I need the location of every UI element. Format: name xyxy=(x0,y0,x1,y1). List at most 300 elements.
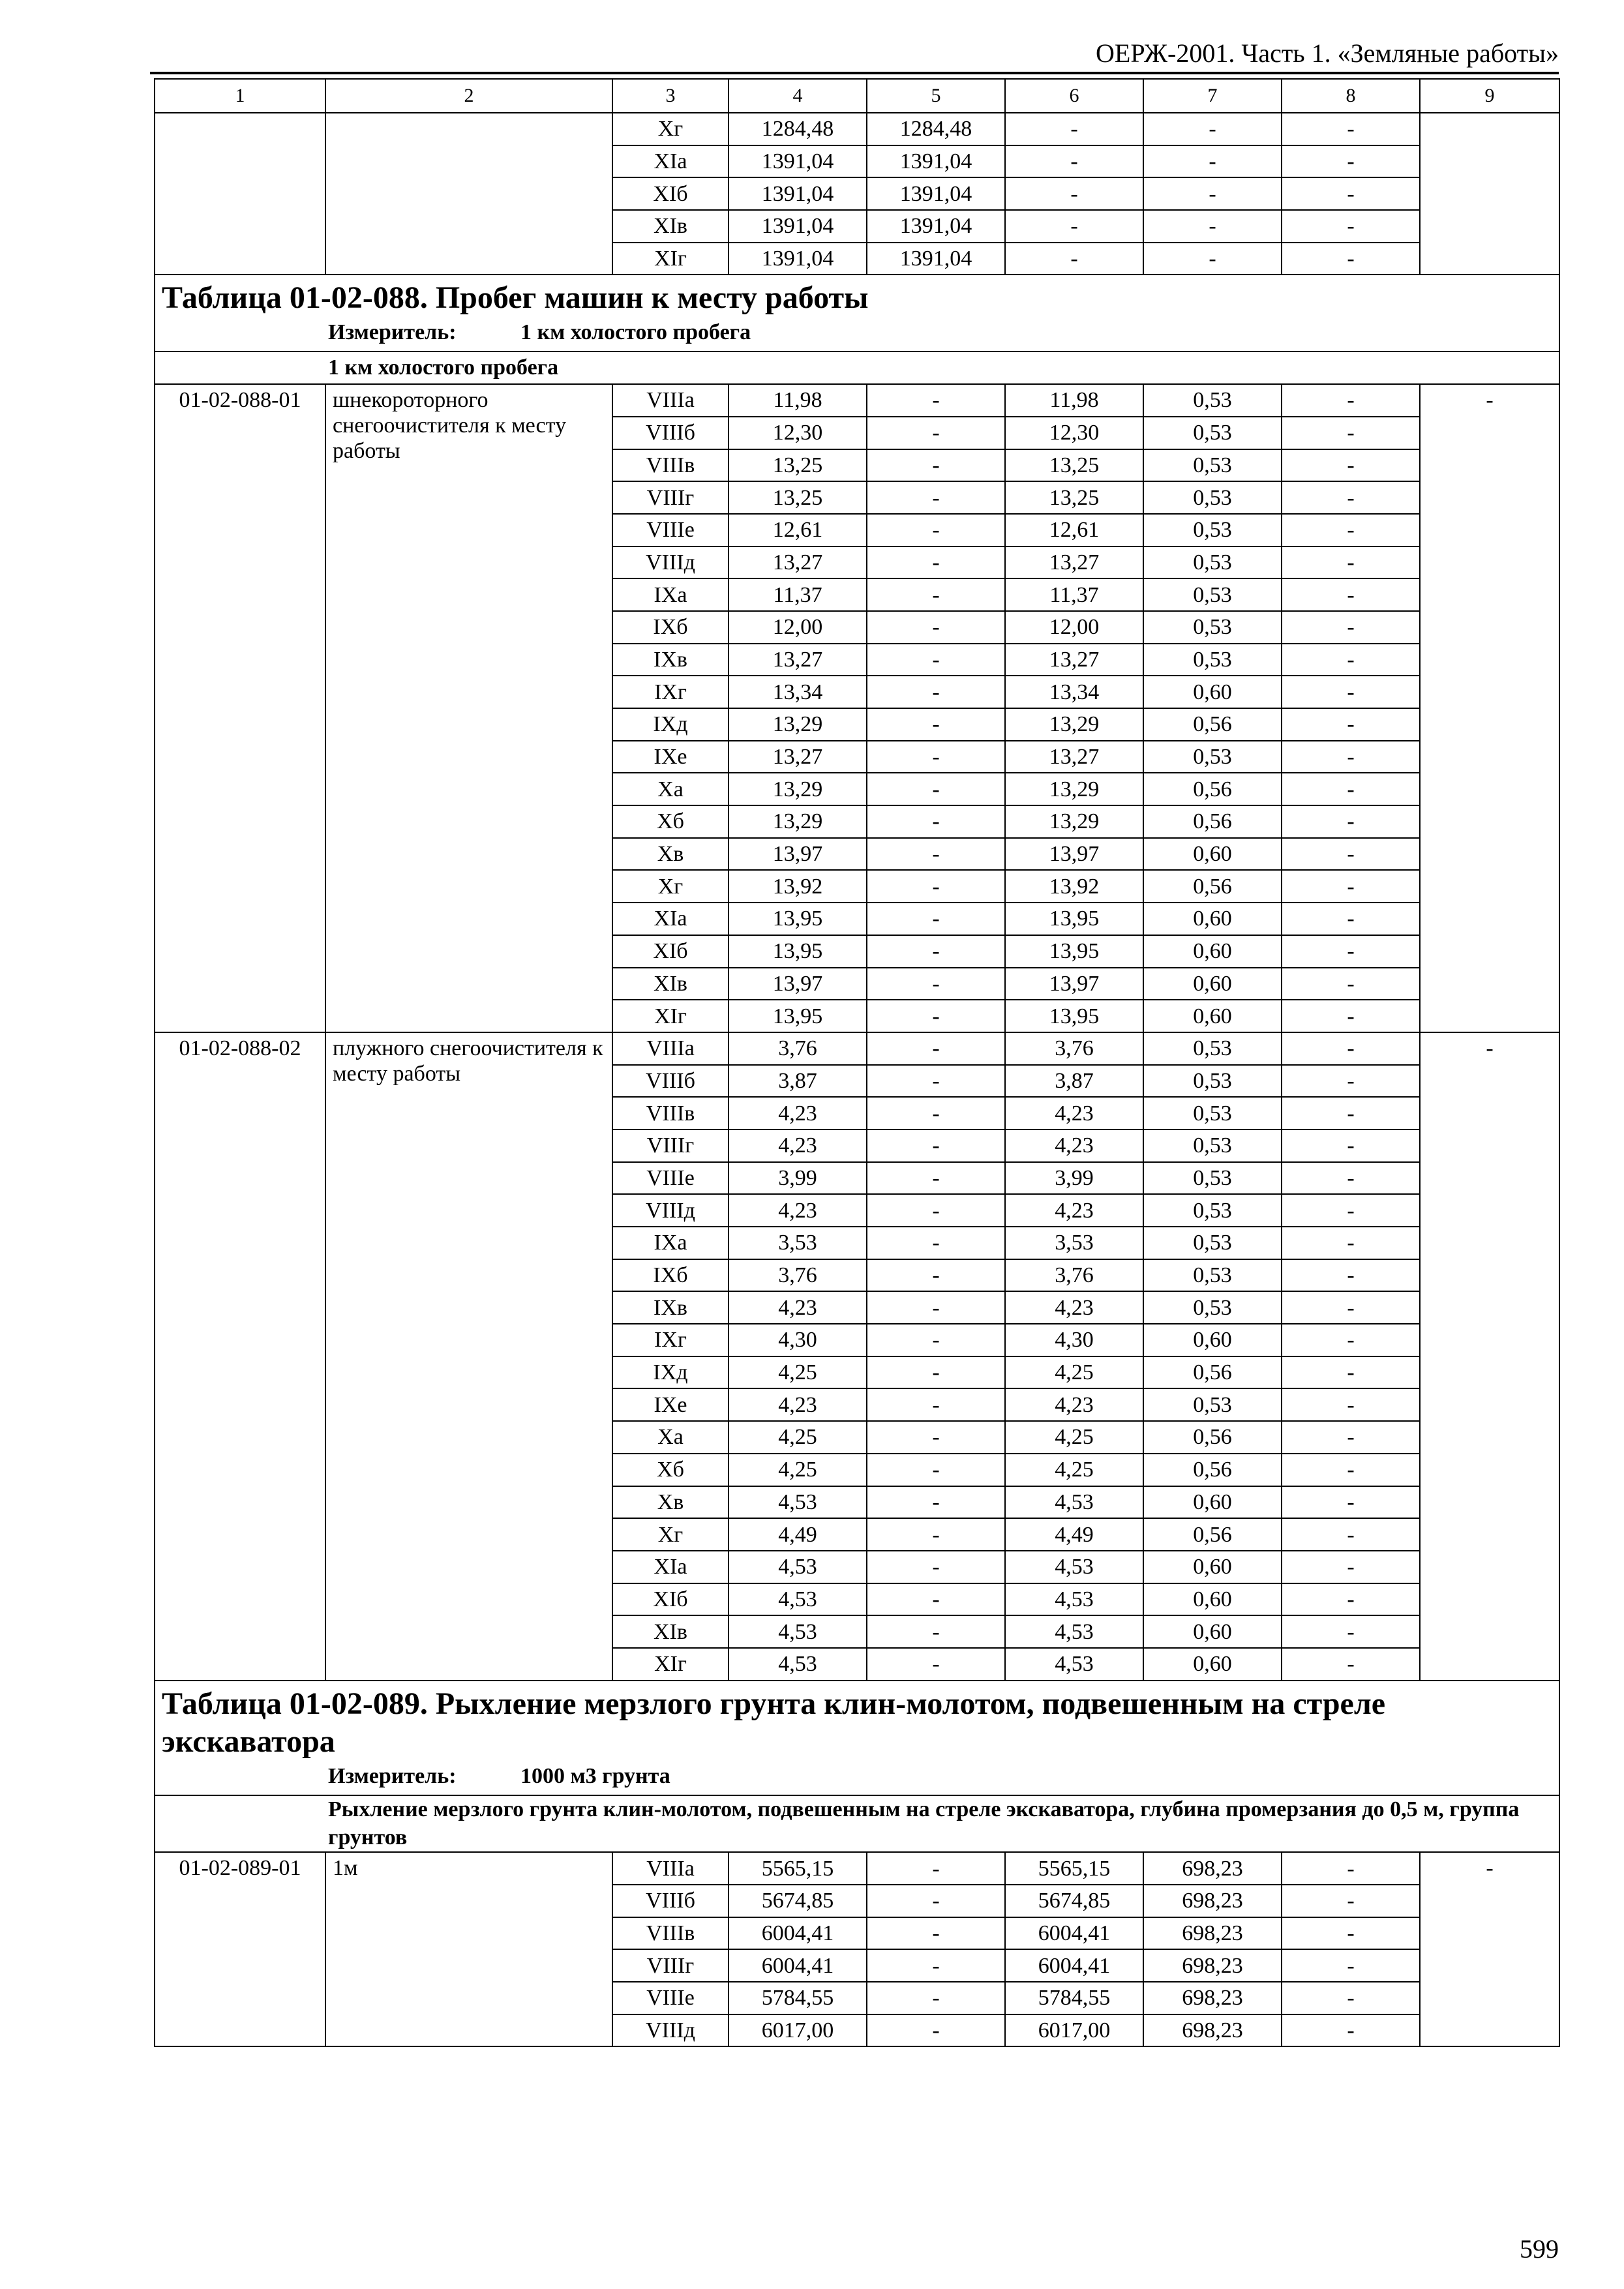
value-cell: - xyxy=(867,481,1005,514)
value-cell: 4,49 xyxy=(729,1518,867,1551)
value-cell: 1391,04 xyxy=(729,145,867,178)
value-cell: 4,30 xyxy=(729,1324,867,1356)
value-cell: - xyxy=(867,741,1005,773)
value-cell: - xyxy=(867,514,1005,546)
value-cell: 4,25 xyxy=(1005,1356,1143,1389)
value-cell: 11,98 xyxy=(729,384,867,417)
col9-cell: - xyxy=(1420,1032,1559,1681)
group-cell: XIв xyxy=(612,210,729,243)
value-cell: - xyxy=(1143,243,1282,275)
value-cell: - xyxy=(867,1486,1005,1519)
value-cell: 13,95 xyxy=(1005,935,1143,968)
group-cell: Xг xyxy=(612,870,729,903)
value-cell: - xyxy=(1143,145,1282,178)
value-cell: - xyxy=(1282,2014,1420,2047)
value-cell: - xyxy=(1282,611,1420,644)
value-cell: - xyxy=(1282,113,1420,145)
value-cell: 0,53 xyxy=(1143,611,1282,644)
value-cell: - xyxy=(867,1885,1005,1917)
group-cell: VIIIв xyxy=(612,1917,729,1950)
measure-value: 1 км холостого пробега xyxy=(520,320,751,344)
value-cell: 4,23 xyxy=(1005,1388,1143,1421)
value-cell: 6004,41 xyxy=(729,1949,867,1982)
value-cell: - xyxy=(867,449,1005,482)
table-title-cell xyxy=(155,275,1559,352)
value-cell: 6017,00 xyxy=(1005,2014,1143,2047)
value-cell: 13,27 xyxy=(1005,741,1143,773)
value-cell: - xyxy=(1282,1917,1420,1950)
value-cell: - xyxy=(867,578,1005,611)
code-cell: 01-02-088-01 xyxy=(155,384,325,1032)
value-cell: 4,53 xyxy=(729,1583,867,1616)
value-cell: 13,34 xyxy=(1005,676,1143,708)
value-cell: - xyxy=(867,1065,1005,1098)
group-cell: VIIIб xyxy=(612,1065,729,1098)
value-cell: 698,23 xyxy=(1143,1852,1282,1885)
table-row xyxy=(155,113,1559,145)
value-cell: 13,27 xyxy=(729,741,867,773)
value-cell: - xyxy=(867,1130,1005,1162)
value-cell: - xyxy=(867,1227,1005,1259)
value-cell: - xyxy=(1282,243,1420,275)
value-cell: 0,53 xyxy=(1143,546,1282,579)
value-cell: - xyxy=(867,1000,1005,1032)
group-cell: Xв xyxy=(612,1486,729,1519)
value-cell: 4,25 xyxy=(1005,1421,1143,1454)
value-cell: 0,60 xyxy=(1143,838,1282,871)
group-cell: VIIIв xyxy=(612,1097,729,1130)
value-cell: - xyxy=(1282,1388,1420,1421)
value-cell: - xyxy=(1282,1065,1420,1098)
value-cell: - xyxy=(867,1852,1005,1885)
measure-label: Измеритель: xyxy=(328,1763,457,1788)
value-cell: - xyxy=(1282,1162,1420,1195)
value-cell: - xyxy=(867,384,1005,417)
column-number: 8 xyxy=(1282,79,1420,113)
value-cell: 13,97 xyxy=(729,968,867,1000)
value-cell: - xyxy=(1282,1982,1420,2014)
value-cell: - xyxy=(1282,417,1420,449)
group-cell: IXд xyxy=(612,708,729,741)
value-cell: - xyxy=(1143,210,1282,243)
value-cell: - xyxy=(867,417,1005,449)
value-cell: - xyxy=(1282,1000,1420,1032)
column-number: 2 xyxy=(325,79,612,113)
value-cell: 3,76 xyxy=(1005,1032,1143,1065)
value-cell: 0,53 xyxy=(1143,1388,1282,1421)
value-cell: 12,61 xyxy=(729,514,867,546)
value-cell: 4,53 xyxy=(1005,1551,1143,1583)
value-cell: - xyxy=(1005,145,1143,178)
group-cell: VIIIа xyxy=(612,1852,729,1885)
value-cell: - xyxy=(867,1291,1005,1324)
subheader-cell: 1 км холостого пробега xyxy=(155,352,1559,384)
value-cell: 12,00 xyxy=(729,611,867,644)
description-cell xyxy=(325,113,612,275)
value-cell: 13,27 xyxy=(729,546,867,579)
group-cell: VIIIг xyxy=(612,1130,729,1162)
value-cell: 11,37 xyxy=(1005,578,1143,611)
column-number: 4 xyxy=(729,79,867,113)
value-cell: 5565,15 xyxy=(729,1852,867,1885)
value-cell: - xyxy=(867,1194,1005,1227)
col9-cell xyxy=(1420,113,1559,275)
value-cell: 0,53 xyxy=(1143,514,1282,546)
value-cell: 0,60 xyxy=(1143,1551,1282,1583)
group-cell: VIIIг xyxy=(612,1949,729,1982)
value-cell: 698,23 xyxy=(1143,1885,1282,1917)
value-cell: 3,87 xyxy=(1005,1065,1143,1098)
value-cell: - xyxy=(1282,1259,1420,1292)
value-cell: 1391,04 xyxy=(867,145,1005,178)
value-cell: - xyxy=(867,676,1005,708)
group-cell: Xв xyxy=(612,838,729,871)
value-cell: - xyxy=(1282,935,1420,968)
value-cell: 4,25 xyxy=(729,1356,867,1389)
value-cell: - xyxy=(867,838,1005,871)
group-cell: IXг xyxy=(612,1324,729,1356)
group-cell: XIа xyxy=(612,903,729,935)
value-cell: 0,53 xyxy=(1143,1291,1282,1324)
group-cell: IXе xyxy=(612,741,729,773)
group-cell: XIг xyxy=(612,243,729,275)
value-cell: - xyxy=(1282,210,1420,243)
code-cell: 01-02-088-02 xyxy=(155,1032,325,1681)
value-cell: - xyxy=(1282,1032,1420,1065)
value-cell: 13,27 xyxy=(1005,546,1143,579)
value-cell: - xyxy=(867,903,1005,935)
value-cell: - xyxy=(867,644,1005,676)
group-cell: VIIIа xyxy=(612,1032,729,1065)
value-cell: 4,53 xyxy=(1005,1648,1143,1681)
value-cell: - xyxy=(1005,113,1143,145)
value-cell: 3,76 xyxy=(1005,1259,1143,1292)
value-cell: 1391,04 xyxy=(867,243,1005,275)
group-cell: VIIIе xyxy=(612,1162,729,1195)
value-cell: - xyxy=(867,1917,1005,1950)
value-cell: - xyxy=(867,611,1005,644)
value-cell: 13,97 xyxy=(1005,838,1143,871)
table-title: Таблица 01-02-089. Рыхление мерзлого грунта клин-молотом, подвешенным на стреле экскаватора xyxy=(162,1686,1386,1759)
value-cell: - xyxy=(1282,805,1420,838)
group-cell: XIа xyxy=(612,1551,729,1583)
value-cell: 0,53 xyxy=(1143,1194,1282,1227)
value-cell: 698,23 xyxy=(1143,2014,1282,2047)
value-cell: - xyxy=(1282,145,1420,178)
value-cell: 4,23 xyxy=(729,1194,867,1227)
value-cell: - xyxy=(1282,644,1420,676)
value-cell: 0,56 xyxy=(1143,708,1282,741)
value-cell: 1391,04 xyxy=(729,243,867,275)
value-cell: 1391,04 xyxy=(729,210,867,243)
value-cell: 0,60 xyxy=(1143,1615,1282,1648)
value-cell: 13,25 xyxy=(1005,449,1143,482)
value-cell: - xyxy=(1282,1949,1420,1982)
value-cell: 13,29 xyxy=(1005,773,1143,805)
value-cell: - xyxy=(867,1324,1005,1356)
value-cell: 4,23 xyxy=(729,1130,867,1162)
measure-value: 1000 м3 грунта xyxy=(520,1763,670,1788)
value-cell: 13,29 xyxy=(1005,708,1143,741)
group-cell: IXб xyxy=(612,611,729,644)
group-cell: XIб xyxy=(612,177,729,210)
value-cell: - xyxy=(1282,546,1420,579)
value-cell: - xyxy=(867,1982,1005,2014)
value-cell: 4,53 xyxy=(729,1551,867,1583)
value-cell: 13,29 xyxy=(729,708,867,741)
subheader-row xyxy=(155,352,1559,384)
value-cell: - xyxy=(867,1388,1005,1421)
value-cell: 0,56 xyxy=(1143,1518,1282,1551)
value-cell: 3,99 xyxy=(729,1162,867,1195)
group-cell: IXв xyxy=(612,644,729,676)
value-cell: - xyxy=(1282,1852,1420,1885)
table-row xyxy=(155,1852,1559,1885)
value-cell: 4,23 xyxy=(729,1097,867,1130)
value-cell: 0,53 xyxy=(1143,481,1282,514)
group-cell: IXа xyxy=(612,578,729,611)
value-cell: 0,56 xyxy=(1143,1356,1282,1389)
value-cell: 0,53 xyxy=(1143,1259,1282,1292)
value-cell: 0,53 xyxy=(1143,578,1282,611)
subheader-cell: Рыхление мерзлого грунта клин-молотом, подвешенным на стреле экскаватора, глубина промерзания до 0,5 м, группа грунтов xyxy=(155,1795,1559,1852)
value-cell: - xyxy=(1282,708,1420,741)
value-cell: - xyxy=(1282,1227,1420,1259)
description-cell: 1м xyxy=(325,1852,612,2046)
value-cell: 1391,04 xyxy=(729,177,867,210)
value-cell: 4,25 xyxy=(729,1454,867,1486)
group-cell: Xг xyxy=(612,113,729,145)
value-cell: 3,76 xyxy=(729,1032,867,1065)
value-cell: 0,53 xyxy=(1143,1097,1282,1130)
group-cell: VIIIд xyxy=(612,2014,729,2047)
value-cell: 13,95 xyxy=(1005,903,1143,935)
value-cell: - xyxy=(1282,1648,1420,1681)
group-cell: XIб xyxy=(612,935,729,968)
value-cell: 4,49 xyxy=(1005,1518,1143,1551)
page-number: 599 xyxy=(1520,2234,1559,2264)
value-cell: - xyxy=(1282,1454,1420,1486)
value-cell: - xyxy=(1143,113,1282,145)
value-cell: - xyxy=(867,1551,1005,1583)
table-row xyxy=(155,1032,1559,1065)
value-cell: - xyxy=(1005,177,1143,210)
value-cell: - xyxy=(1282,481,1420,514)
value-cell: 0,53 xyxy=(1143,1130,1282,1162)
value-cell: 5565,15 xyxy=(1005,1852,1143,1885)
table-title-row xyxy=(155,275,1559,352)
description-cell: шнекороторного снегоочистителя к месту работы xyxy=(325,384,612,1032)
value-cell: - xyxy=(867,805,1005,838)
value-cell: - xyxy=(1282,1551,1420,1583)
value-cell: 4,53 xyxy=(729,1648,867,1681)
value-cell: 1284,48 xyxy=(729,113,867,145)
value-cell: 1391,04 xyxy=(867,177,1005,210)
value-cell: 5784,55 xyxy=(1005,1982,1143,2014)
value-cell: - xyxy=(867,1454,1005,1486)
value-cell: 0,60 xyxy=(1143,935,1282,968)
value-cell: 0,56 xyxy=(1143,773,1282,805)
value-cell: 6004,41 xyxy=(1005,1949,1143,1982)
value-cell: 0,53 xyxy=(1143,417,1282,449)
value-cell: 13,25 xyxy=(729,449,867,482)
value-cell: 0,53 xyxy=(1143,1065,1282,1098)
value-cell: 3,99 xyxy=(1005,1162,1143,1195)
group-cell: Xа xyxy=(612,1421,729,1454)
group-cell: XIб xyxy=(612,1583,729,1616)
value-cell: - xyxy=(1282,1324,1420,1356)
value-cell: 12,00 xyxy=(1005,611,1143,644)
value-cell: - xyxy=(1282,449,1420,482)
value-cell: 698,23 xyxy=(1143,1949,1282,1982)
value-cell: 0,53 xyxy=(1143,1227,1282,1259)
group-cell: Xг xyxy=(612,1518,729,1551)
value-cell: 0,60 xyxy=(1143,1583,1282,1616)
code-cell xyxy=(155,113,325,275)
value-cell: - xyxy=(867,708,1005,741)
group-cell: XIг xyxy=(612,1648,729,1681)
running-header: ОЕРЖ-2001. Часть 1. «Земляные работы» xyxy=(1096,38,1559,68)
value-cell: 13,97 xyxy=(1005,968,1143,1000)
table-title: Таблица 01-02-088. Пробег машин к месту работы xyxy=(162,280,869,316)
value-cell: - xyxy=(867,968,1005,1000)
value-cell: 0,53 xyxy=(1143,741,1282,773)
description-cell: плужного снегоочистителя к месту работы xyxy=(325,1032,612,1681)
value-cell: - xyxy=(1282,1486,1420,1519)
code-cell: 01-02-089-01 xyxy=(155,1852,325,2046)
value-cell: 13,92 xyxy=(729,870,867,903)
value-cell: - xyxy=(1282,741,1420,773)
value-cell: - xyxy=(867,1421,1005,1454)
measure-line xyxy=(162,1761,1552,1792)
group-cell: VIIIд xyxy=(612,1194,729,1227)
group-cell: XIв xyxy=(612,968,729,1000)
value-cell: 6017,00 xyxy=(729,2014,867,2047)
measure-line xyxy=(162,318,1552,348)
value-cell: 11,37 xyxy=(729,578,867,611)
value-cell: 4,23 xyxy=(1005,1130,1143,1162)
value-cell: 1391,04 xyxy=(867,210,1005,243)
value-cell: 12,30 xyxy=(729,417,867,449)
value-cell: 13,29 xyxy=(1005,805,1143,838)
group-cell: IXе xyxy=(612,1388,729,1421)
value-cell: 0,53 xyxy=(1143,1032,1282,1065)
value-cell: - xyxy=(1005,243,1143,275)
value-cell: 4,23 xyxy=(1005,1194,1143,1227)
value-cell: - xyxy=(867,1615,1005,1648)
value-cell: 0,60 xyxy=(1143,1648,1282,1681)
value-cell: 4,23 xyxy=(1005,1097,1143,1130)
group-cell: VIIIе xyxy=(612,1982,729,2014)
value-cell: - xyxy=(1282,1130,1420,1162)
value-cell: 4,23 xyxy=(729,1291,867,1324)
value-cell: 0,56 xyxy=(1143,1454,1282,1486)
rates-table xyxy=(154,78,1560,2047)
table-row xyxy=(155,384,1559,417)
value-cell: - xyxy=(867,1648,1005,1681)
value-cell: 0,60 xyxy=(1143,903,1282,935)
group-cell: VIIIб xyxy=(612,1885,729,1917)
value-cell: 6004,41 xyxy=(729,1917,867,1950)
value-cell: 5784,55 xyxy=(729,1982,867,2014)
value-cell: 13,95 xyxy=(1005,1000,1143,1032)
rates-table-body xyxy=(155,79,1559,2046)
value-cell: - xyxy=(1282,968,1420,1000)
value-cell: - xyxy=(1282,1356,1420,1389)
value-cell: 4,25 xyxy=(1005,1454,1143,1486)
value-cell: 13,95 xyxy=(729,903,867,935)
value-cell: 13,27 xyxy=(729,644,867,676)
value-cell: - xyxy=(1282,578,1420,611)
value-cell: 4,30 xyxy=(1005,1324,1143,1356)
value-cell: - xyxy=(1282,1194,1420,1227)
value-cell: 0,60 xyxy=(1143,1324,1282,1356)
value-cell: 4,53 xyxy=(1005,1486,1143,1519)
value-cell: - xyxy=(867,2014,1005,2047)
column-number: 9 xyxy=(1420,79,1559,113)
value-cell: - xyxy=(1143,177,1282,210)
value-cell: - xyxy=(867,1949,1005,1982)
value-cell: 0,60 xyxy=(1143,676,1282,708)
value-cell: - xyxy=(1282,676,1420,708)
value-cell: - xyxy=(867,870,1005,903)
value-cell: - xyxy=(1282,1885,1420,1917)
group-cell: VIIIв xyxy=(612,449,729,482)
subheader-row xyxy=(155,1795,1559,1852)
value-cell: 13,25 xyxy=(729,481,867,514)
value-cell: - xyxy=(1282,773,1420,805)
value-cell: 13,34 xyxy=(729,676,867,708)
value-cell: - xyxy=(1282,1421,1420,1454)
group-cell: IXв xyxy=(612,1291,729,1324)
column-number: 7 xyxy=(1143,79,1282,113)
value-cell: 3,53 xyxy=(729,1227,867,1259)
value-cell: - xyxy=(867,1259,1005,1292)
value-cell: 4,53 xyxy=(729,1615,867,1648)
table-title-row xyxy=(155,1681,1559,1796)
column-number: 6 xyxy=(1005,79,1143,113)
value-cell: - xyxy=(1282,177,1420,210)
value-cell: 4,23 xyxy=(729,1388,867,1421)
value-cell: - xyxy=(1282,1097,1420,1130)
value-cell: - xyxy=(1282,1518,1420,1551)
value-cell: 13,29 xyxy=(729,805,867,838)
value-cell: 0,60 xyxy=(1143,1000,1282,1032)
header-rule xyxy=(150,72,1559,74)
value-cell: - xyxy=(1282,838,1420,871)
value-cell: - xyxy=(867,1097,1005,1130)
value-cell: - xyxy=(1282,514,1420,546)
col9-cell: - xyxy=(1420,1852,1559,2046)
column-number: 1 xyxy=(155,79,325,113)
value-cell: - xyxy=(867,1356,1005,1389)
measure-label: Измеритель: xyxy=(328,320,457,344)
value-cell: 0,60 xyxy=(1143,1486,1282,1519)
group-cell: VIIIб xyxy=(612,417,729,449)
group-cell: IXа xyxy=(612,1227,729,1259)
value-cell: - xyxy=(867,773,1005,805)
value-cell: 13,25 xyxy=(1005,481,1143,514)
value-cell: - xyxy=(1005,210,1143,243)
value-cell: 13,27 xyxy=(1005,644,1143,676)
value-cell: 0,56 xyxy=(1143,805,1282,838)
value-cell: 0,53 xyxy=(1143,644,1282,676)
group-cell: XIв xyxy=(612,1615,729,1648)
column-number-row xyxy=(155,79,1559,113)
group-cell: XIг xyxy=(612,1000,729,1032)
value-cell: 12,61 xyxy=(1005,514,1143,546)
value-cell: - xyxy=(1282,384,1420,417)
